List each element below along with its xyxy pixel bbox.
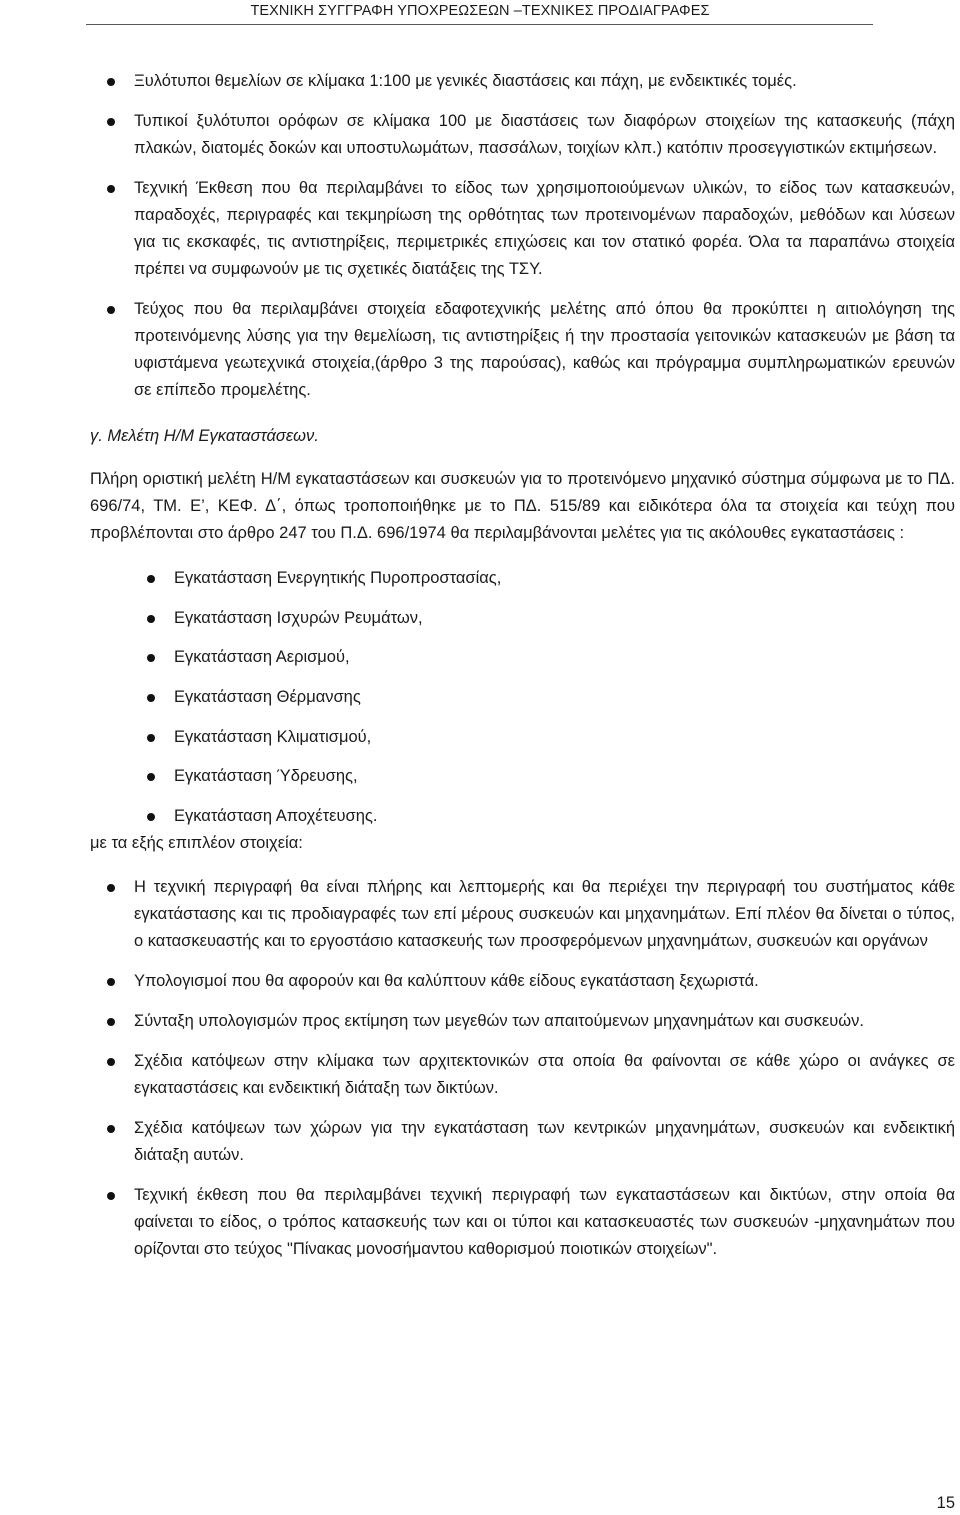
running-header: ΤΕΧΝΙΚΗ ΣΥΓΓΡΑΦΗ ΥΠΟΧΡΕΩΣΕΩΝ –ΤΕΧΝΙΚΕΣ ΠΡΟΔΙΑΓΡΑΦΕΣ [250,3,710,19]
structural-drawings-list [90,68,955,404]
installations-list [90,565,955,830]
list-item: Εγκατάσταση Αποχέτευσης. [90,803,955,830]
list-item: Σχέδια κατόψεων των χώρων για την εγκατάσταση των κεντρικών μηχανημάτων, συσκευών και ενδεικτική διάταξη αυτών. [90,1115,955,1169]
section-intro-paragraph: Πλήρη οριστική μελέτη Η/Μ εγκαταστάσεων και συσκευών για το προτεινόμενο μηχανικό σύστημα σύμφωνα με το ΠΔ. 696/74, ΤΜ. Ε’, ΚΕΦ. Δ΄, όπως τροποποιήθηκε με το ΠΔ. 515/89 και ειδικότερα όλα τα στοιχεία και τεύχη που προβλέπονται στο άρθρο 247 του Π.Δ. 696/1974 θα περιλαμβάνονται μελέτες για τις ακόλουθες εγκαταστάσεις : [90,470,955,542]
list-item: Εγκατάσταση Ισχυρών Ρευμάτων, [90,605,955,632]
list-item: Τεχνική Έκθεση που θα περιλαμβάνει το είδος των χρησιμοποιούμενων υλικών, το είδος των κατασκευών, παραδοχές, περιγραφές και τεκμηρίωση της ορθότητας των προτεινομένων παραδοχών, μεθόδων και λύσεων για τις εκσκαφές, τις αντιστηρίξεις, περιμετρικές επιχώσεις και τον στατικό φορέα. Όλα τα παραπάνω στοιχεία πρέπει να συμφωνούν με τις σχετικές διατάξεις της ΤΣΥ. [90,175,955,283]
page-number: 15 [936,1494,955,1512]
list-item: Εγκατάσταση Ενεργητικής Πυροπροστασίας, [90,565,955,592]
extras-list [90,874,955,1263]
list-item: Εγκατάσταση Αερισμού, [90,644,955,671]
list-item: Ξυλότυποι θεμελίων σε κλίμακα 1:100 με γενικές διαστάσεις και πάχη, με ενδεικτικές τομές. [90,68,955,95]
list-item: Υπολογισμοί που θα αφορούν και θα καλύπτουν κάθε είδους εγκατάσταση ξεχωριστά. [90,968,955,995]
list-item: Εγκατάσταση Θέρμανσης [90,684,955,711]
list-item: Εγκατάσταση Ύδρευσης, [90,763,955,790]
list-item: Η τεχνική περιγραφή θα είναι πλήρης και λεπτομερής και θα περιέχει την περιγραφή του συστήματος κάθε εγκατάστασης και τις προδιαγραφές των επί μέρους συσκευών και μηχανημάτων. Επί πλέον θα δίνεται ο τύπος, ο κατασκευαστής και το εργοστάσιο κατασκευής των προσφερόμενων μηχανημάτων, συσκευών και οργάνων [90,874,955,955]
list-item: Σύνταξη υπολογισμών προς εκτίμηση των μεγεθών των απαιτούμενων μηχανημάτων και συσκευών. [90,1008,955,1035]
list-item: Τεύχος που θα περιλαμβάνει στοιχεία εδαφοτεχνικής μελέτης από όπου θα προκύπτει η αιτιολόγηση της προτεινόμενης λύσης για την θεμελίωση, τις αντιστηρίξεις ή την προστασία γειτονικών κατασκευών με βάση τα υφιστάμενα γεωτεχνικά στοιχεία,(άρθρο 3 της παρούσας), καθώς και πρόγραμμα συμπληρωματικών ερευνών σε επίπεδο προμελέτης. [90,296,955,404]
list-item: Τυπικοί ξυλότυποι ορόφων σε κλίμακα 100 με διαστάσεις των διαφόρων στοιχείων της κατασκευής (πάχη πλακών, διατομές δοκών και υποστυλωμάτων, πασσάλων, τοιχίων κλπ.) κατόπιν προσεγγιστικών εκτιμήσεων. [90,108,955,162]
list-item: Εγκατάσταση Κλιματισμού, [90,724,955,751]
header-rule [86,24,873,25]
extras-intro-paragraph: με τα εξής επιπλέον στοιχεία: [90,834,303,853]
list-item: Τεχνική έκθεση που θα περιλαμβάνει τεχνική περιγραφή των εγκαταστάσεων και δικτύων, στην οποία θα φαίνεται το είδος, ο τρόπος κατασκευής των και οι τύποι και κατασκευαστές των συσκευών -μηχανημάτων που ορίζονται στο τεύχος "Πίνακας μονοσήμαντου καθορισμού ποιοτικών στοιχείων". [90,1182,955,1263]
document-body [90,68,955,1263]
list-item: Σχέδια κατόψεων στην κλίμακα των αρχιτεκτονικών στα οποία θα φαίνονται σε κάθε χώρο οι ανάγκες σε εγκαταστάσεις και ενδεικτική διάταξη των δικτύων. [90,1048,955,1102]
section-heading: γ. Μελέτη Η/Μ Εγκαταστάσεων. [90,427,319,445]
